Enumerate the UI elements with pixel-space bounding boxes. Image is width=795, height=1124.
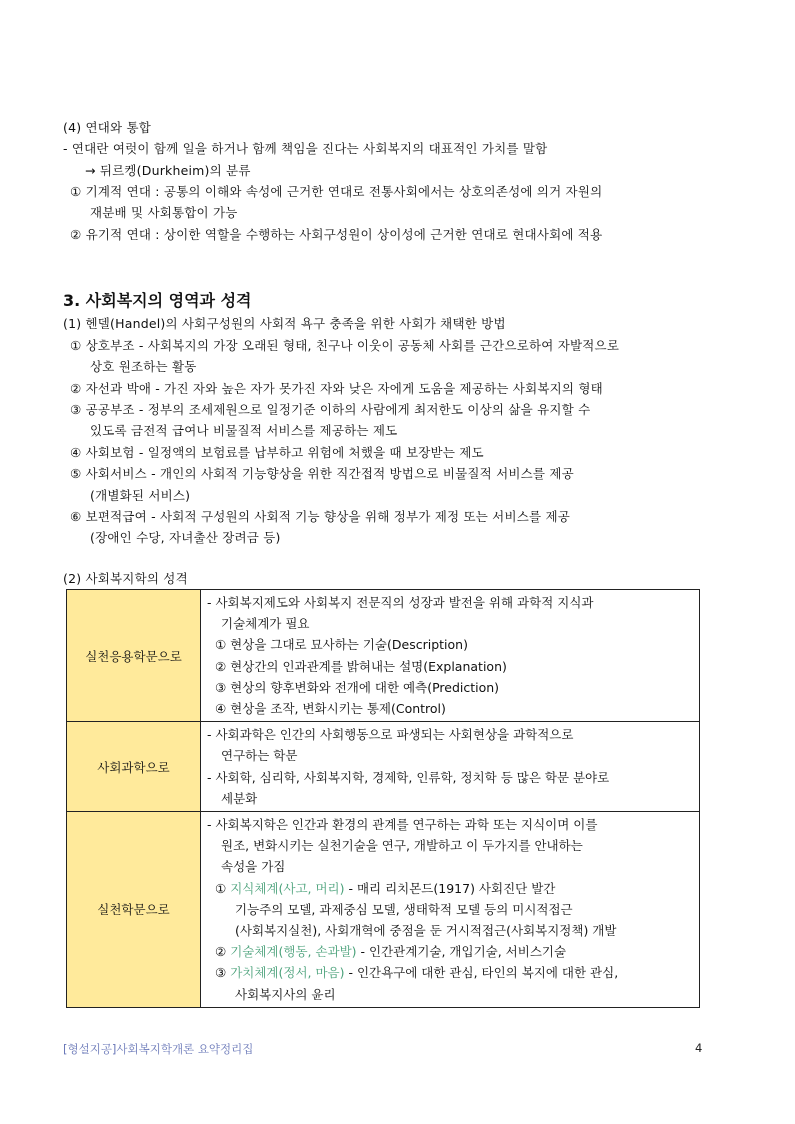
method-social-service-cont: (개별화된 서비스) bbox=[90, 488, 191, 503]
highlight-term: 지식체계(사고, 머리) bbox=[230, 880, 345, 896]
item-number: ③ bbox=[215, 965, 231, 981]
skill-system-item bbox=[207, 941, 699, 962]
table-row bbox=[67, 590, 700, 722]
highlight-term: 기술체계(행동, 손과발) bbox=[230, 944, 357, 960]
mechanical-solidarity: ① 기계적 연대 : 공통의 이해와 속성에 근거한 연대로 전통사회에서는 상호의존성에 의거 자원의 bbox=[70, 184, 603, 199]
content-line: - 사회복지제도와 사회복지 전문직의 성장과 발전을 위해 과학적 지식과 bbox=[207, 595, 594, 610]
content-line: 원조, 변화시키는 실천기술을 연구, 개발하고 이 두가지를 안내하는 bbox=[221, 838, 583, 854]
row-content bbox=[201, 590, 700, 722]
section-4-title: (4) 연대와 통합 bbox=[63, 120, 152, 135]
row-label: 사회과학으로 bbox=[67, 722, 201, 812]
row-label: 실천학문으로 bbox=[67, 812, 201, 1008]
method-mutual-aid: ① 상호부조 - 사회복지의 가장 오래된 형태, 친구나 이웃이 공동체 사회를 근간으로하여 자발적으로 bbox=[70, 338, 620, 353]
method-public-assistance: ③ 공공부조 - 정부의 조세제원으로 일정기준 이하의 사람에게 최저한도 이상의 삶을 유지할 수 bbox=[70, 402, 591, 417]
method-universal-benefit-cont: (장애인 수당, 자녀출산 장려금 등) bbox=[90, 530, 281, 545]
content-line: (사회복지실천), 사회개혁에 중점을 둔 거시적접근(사회복지정책) 개발 bbox=[235, 923, 617, 939]
value-system-item bbox=[207, 962, 699, 983]
social-welfare-nature-table bbox=[66, 589, 700, 1008]
durkheim-classification: → 뒤르켕(Durkheim)의 분류 bbox=[85, 163, 251, 178]
content-line: ③ 현상의 향후변화와 전개에 대한 예측(Prediction) bbox=[215, 679, 500, 695]
section-3-heading: 3. 사회복지의 영역과 성격 bbox=[63, 291, 252, 310]
section-4-definition: - 연대란 여럿이 함께 일을 하거나 함께 책임을 진다는 사회복지의 대표적인 가치를 말함 bbox=[63, 141, 548, 156]
item-text: - 매리 리치몬드(1917) 사회진단 발간 bbox=[344, 880, 556, 896]
mechanical-solidarity-cont: 재분배 및 사회통합이 가능 bbox=[90, 205, 238, 220]
content-line: 사회복지사의 윤리 bbox=[235, 986, 336, 1002]
page-number: 4 bbox=[695, 1041, 703, 1055]
item-number: ② bbox=[215, 944, 231, 960]
knowledge-system-item bbox=[207, 878, 699, 899]
method-social-service: ⑤ 사회서비스 - 개인의 사회적 기능향상을 위한 직간접적 방법으로 비물질적 서비스를 제공 bbox=[70, 466, 574, 481]
content-line: ④ 현상을 조작, 변화시키는 통제(Control) bbox=[215, 701, 446, 717]
method-charity: ② 자선과 박애 - 가진 자와 높은 자가 못가진 자와 낮은 자에게 도움을 제공하는 사회복지의 형태 bbox=[70, 381, 603, 396]
content-line: 기술체계가 필요 bbox=[221, 616, 310, 632]
content-line: 속성을 가짐 bbox=[221, 859, 286, 875]
item-text: - 인간관계기술, 개입기술, 서비스기술 bbox=[356, 944, 567, 960]
content-line: - 사회학, 심리학, 사회복지학, 경제학, 인류학, 정치학 등 많은 학문 분야로 bbox=[207, 769, 610, 785]
row-content bbox=[201, 722, 700, 812]
row-content bbox=[201, 812, 700, 1008]
content-line: ① 현상을 그대로 묘사하는 기술(Description) bbox=[215, 637, 468, 653]
table-row bbox=[67, 812, 700, 1008]
sub-1-title: (1) 헨델(Handel)의 사회구성원의 사회적 욕구 충족을 위한 사회가 채택한 방법 bbox=[63, 316, 506, 331]
content-line: ② 현상간의 인과관계를 밝혀내는 설명(Explanation) bbox=[215, 658, 507, 674]
item-number: ① bbox=[215, 880, 231, 896]
row-label: 실천응용학문으로 bbox=[67, 590, 201, 722]
footer-title: [형설지공]사회복지학개론 요약정리집 bbox=[63, 1042, 254, 1056]
content-line: 세분화 bbox=[221, 790, 258, 806]
item-text: - 인간욕구에 대한 관심, 타인의 복지에 대한 관심, bbox=[344, 965, 619, 981]
content-line: 연구하는 학문 bbox=[221, 748, 298, 764]
table-row bbox=[67, 722, 700, 812]
highlight-term: 가치체계(정서, 마음) bbox=[230, 965, 345, 981]
method-public-assistance-cont: 있도록 금전적 급여나 비물질적 서비스를 제공하는 제도 bbox=[90, 423, 398, 438]
content-line: - 사회과학은 인간의 사회행동으로 파생되는 사회현상을 과학적으로 bbox=[207, 727, 574, 743]
content-line: 기능주의 모델, 과제중심 모델, 생태학적 모델 등의 미시적접근 bbox=[235, 901, 573, 917]
content-line: - 사회복지학은 인간과 환경의 관계를 연구하는 과학 또는 지식이며 이를 bbox=[207, 817, 598, 833]
method-mutual-aid-cont: 상호 원조하는 활동 bbox=[90, 359, 197, 374]
sub-2-title: (2) 사회복지학의 성격 bbox=[63, 571, 188, 586]
organic-solidarity: ② 유기적 연대 : 상이한 역할을 수행하는 사회구성원이 상이성에 근거한 연대로 현대사회에 적용 bbox=[70, 227, 603, 242]
method-social-insurance: ④ 사회보험 - 일정액의 보험료를 납부하고 위험에 처했을 때 보장받는 제도 bbox=[70, 445, 484, 460]
method-universal-benefit: ⑥ 보편적급여 - 사회적 구성원의 사회적 기능 향상을 위해 정부가 제정 또는 서비스를 제공 bbox=[70, 509, 570, 524]
